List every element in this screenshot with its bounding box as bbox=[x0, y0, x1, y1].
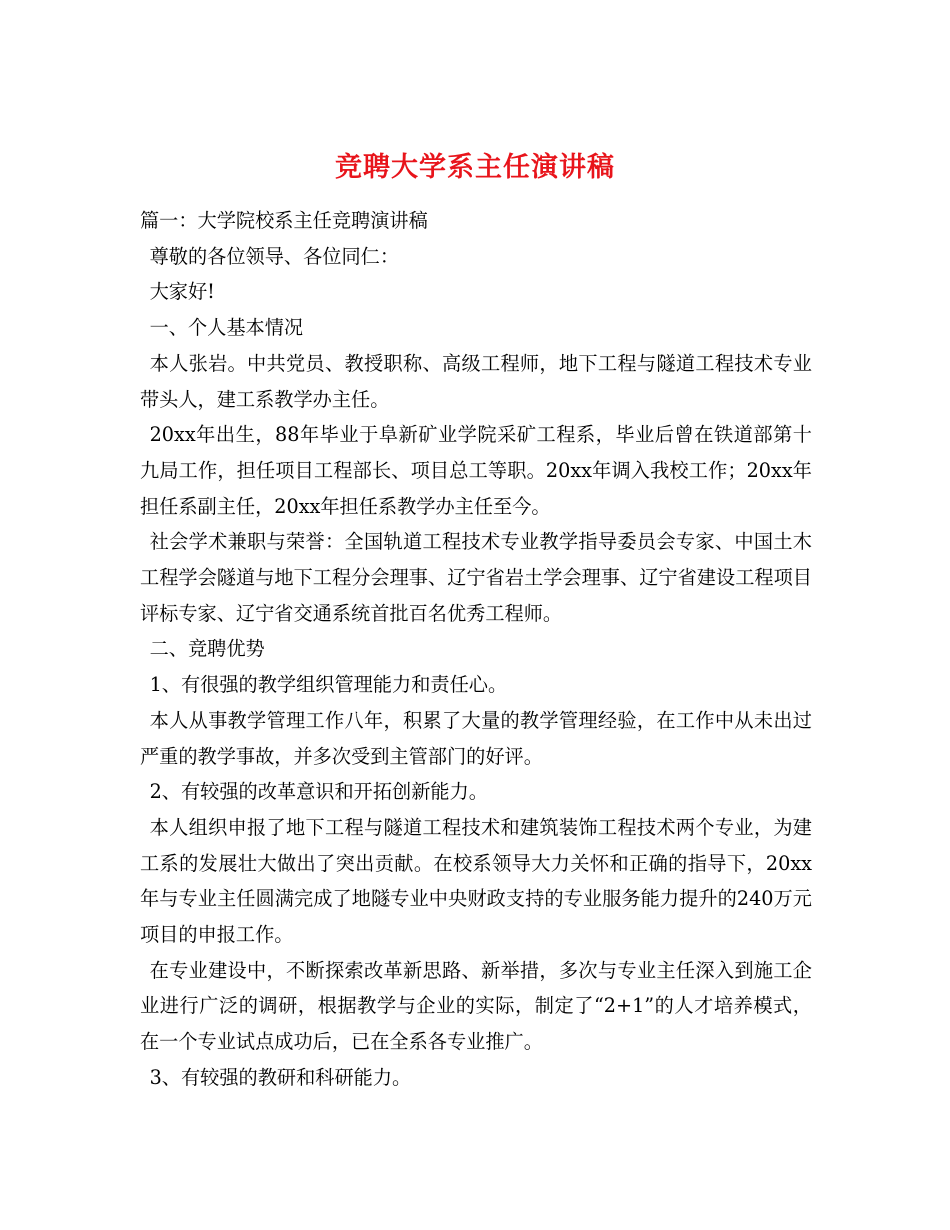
section-heading: 篇一：大学院校系主任竞聘演讲稿 bbox=[140, 209, 428, 232]
list-item-heading: 1、有很强的教学组织管理能力和责任心。 bbox=[149, 673, 508, 697]
heading-personal-info: 一、个人基本情况 bbox=[149, 316, 304, 340]
greeting: 大家好! bbox=[149, 280, 215, 304]
salutation: 尊敬的各位领导、各位同仁： bbox=[149, 244, 400, 268]
document-title: 竞聘大学系主任演讲稿 bbox=[335, 152, 615, 184]
list-item-heading: 2、有较强的改革意识和开拓创新能力。 bbox=[149, 780, 488, 804]
paragraph: 本人从事教学管理工作八年，积累了大量的教学管理经验，在工作中从未出过严重的教学事故，并多次受到主管部门的好评。 bbox=[140, 708, 812, 768]
list-item-heading: 3、有较强的教研和科研能力。 bbox=[149, 1065, 412, 1089]
document-body bbox=[140, 203, 812, 1096]
paragraph: 本人张岩。中共党员、教授职称、高级工程师，地下工程与隧道工程技术专业带头人，建工系教学办主任。 bbox=[140, 351, 812, 411]
paragraph: 在专业建设中，不断探索改革新思路、新举措，多次与专业主任深入到施工企业进行广泛的调研，根据教学与企业的实际，制定了“2+1”的人才培养模式，在一个专业试点成功后，已在全系各专业推广。 bbox=[140, 958, 812, 1054]
paragraph: 社会学术兼职与荣誉：全国轨道工程技术专业教学指导委员会专家、中国土木工程学会隧道与地下工程分会理事、辽宁省岩土学会理事、辽宁省建设工程项目评标专家、辽宁省交通系统首批百名优秀工程师。 bbox=[140, 530, 812, 625]
heading-advantages: 二、竞聘优势 bbox=[149, 637, 265, 661]
paragraph: 20xx年出生，88年毕业于阜新矿业学院采矿工程系，毕业后曾在铁道部第十九局工作，担任项目工程部长、项目总工等职。20xx年调入我校工作；20xx年担任系副主任，20xx年担任系教学办主任至今。 bbox=[140, 423, 812, 518]
paragraph: 本人组织申报了地下工程与隧道工程技术和建筑装饰工程技术两个专业，为建工系的发展壮大做出了突出贡献。在校系领导大力关怀和正确的指导下，20xx年与专业主任圆满完成了地隧专业中央财政支持的专业服务能力提升的240万元项目的申报工作。 bbox=[140, 815, 812, 947]
